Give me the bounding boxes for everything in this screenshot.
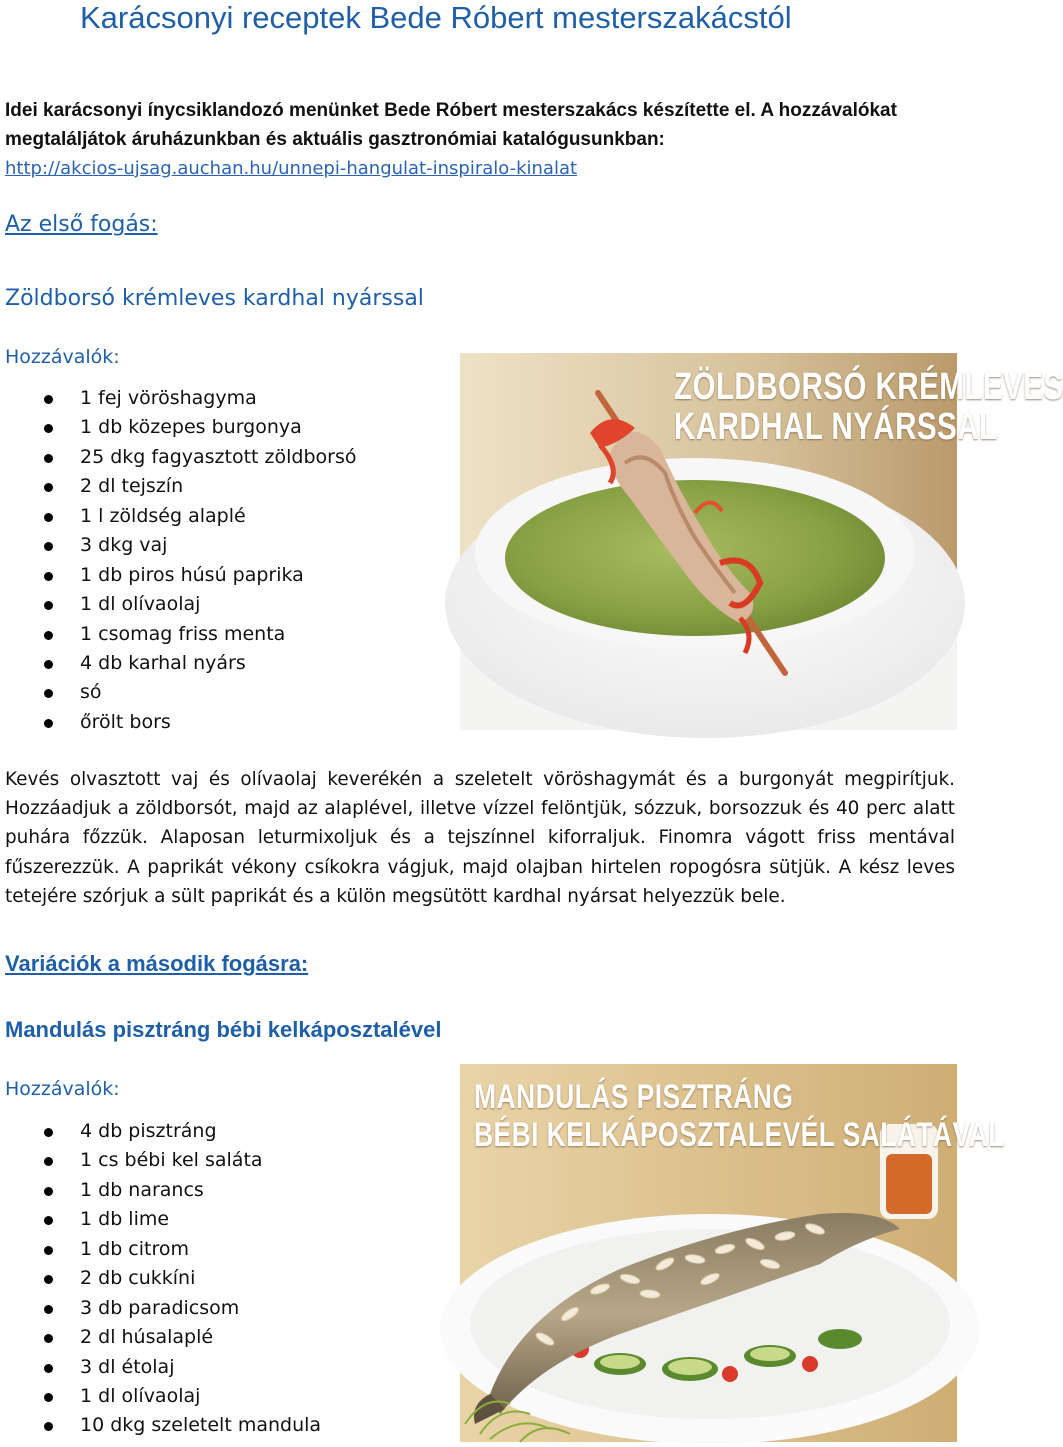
- first-dish-title: Zöldborsó krémleves kardhal nyárssal: [5, 286, 424, 311]
- first-ingredients-list: [0, 384, 357, 737]
- list-item: 1 cs bébi kel saláta: [0, 1146, 321, 1175]
- list-item: 1 csomag friss menta: [0, 620, 357, 649]
- list-item: 2 dl húsalaplé: [0, 1323, 321, 1352]
- intro-text: Idei karácsonyi ínycsiklandozó menünket Bede Róbert mesterszakács készítette el. A hozzávalókat megtaláljátok áruházunkban és aktuális gasztronómiai katalógusunkban:: [5, 100, 897, 150]
- bullet-icon: [44, 395, 53, 404]
- bullet-icon: [44, 1393, 53, 1402]
- bullet-icon: [44, 1246, 53, 1255]
- list-item: 2 db cukkíni: [0, 1264, 321, 1293]
- bullet-icon: [44, 483, 53, 492]
- bullet-icon: [44, 660, 53, 669]
- first-course-method: Kevés olvasztott vaj és olívaolaj keverékén a szeletelt vöröshagymát és a burgonyát megpirítjuk. Hozzáadjuk a zöldborsót, majd az alaplével, illetve vízzel felöntjük, sózzuk, borsozzuk és 40 perc alatt puhára főzzük. Alaposan leturmixoljuk és a tejszínnel kiforraljuk. Finomra vágott friss mentával fűszerezzük. A paprikát vékony csíkokra vágjuk, majd olajban hirtelen ropogósra sütjük. A kész leves tetejére szórjuk a sült paprikát és a külön megsütött kardhal nyársat helyezzük bele.: [5, 769, 955, 907]
- list-item: 1 db közepes burgonya: [0, 413, 357, 442]
- list-item: 1 db narancs: [0, 1176, 321, 1205]
- bullet-icon: [44, 631, 53, 640]
- second-ingredients-list: [0, 1117, 321, 1441]
- bullet-icon: [44, 513, 53, 522]
- bullet-icon: [44, 454, 53, 463]
- bullet-icon: [44, 601, 53, 610]
- bullet-icon: [44, 1334, 53, 1343]
- list-item: 10 dkg szeletelt mandula: [0, 1411, 321, 1440]
- bullet-icon: [44, 1128, 53, 1137]
- list-item: 1 l zöldség alaplé: [0, 502, 357, 531]
- bullet-icon: [44, 1216, 53, 1225]
- bullet-icon: [44, 1187, 53, 1196]
- trout-photo-caption: MANDULÁS PISZTRÁNG BÉBI KELKÁPOSZTALEVÉL SALÁTÁVAL: [474, 1078, 1005, 1154]
- trout-photo: [460, 1064, 1005, 1442]
- first-ingredients-label: Hozzávalók:: [5, 346, 120, 368]
- list-item: 3 db paradicsom: [0, 1294, 321, 1323]
- list-item: 1 db citrom: [0, 1235, 321, 1264]
- list-item: 4 db pisztráng: [0, 1117, 321, 1146]
- soup-photo-caption: ZÖLDBORSÓ KRÉMLEVES KARDHAL NYÁRSSAL: [674, 366, 1063, 448]
- list-item: 1 fej vöröshagyma: [0, 384, 357, 413]
- list-item: 1 dl olívaolaj: [0, 590, 357, 619]
- bullet-icon: [44, 1157, 53, 1166]
- bullet-icon: [44, 689, 53, 698]
- bullet-icon: [44, 542, 53, 551]
- second-course-heading: Variációk a második fogásra:: [5, 951, 309, 976]
- list-item: 3 dl étolaj: [0, 1353, 321, 1382]
- list-item: 25 dkg fagyasztott zöldborsó: [0, 443, 357, 472]
- second-dish-title: Mandulás pisztráng bébi kelkáposztalével: [5, 1017, 442, 1042]
- list-item: 4 db karhal nyárs: [0, 649, 357, 678]
- second-ingredients-label: Hozzávalók:: [5, 1078, 120, 1100]
- list-item: 3 dkg vaj: [0, 531, 357, 560]
- bullet-icon: [44, 572, 53, 581]
- page-title: Karácsonyi receptek Bede Róbert mesterszakácstól: [80, 0, 792, 35]
- bullet-icon: [44, 719, 53, 728]
- bullet-icon: [44, 1364, 53, 1373]
- bullet-icon: [44, 1422, 53, 1431]
- list-item: só: [0, 678, 357, 707]
- bullet-icon: [44, 1305, 53, 1314]
- soup-photo: [460, 353, 1063, 730]
- bullet-icon: [44, 1275, 53, 1284]
- intro-paragraph: [5, 96, 960, 183]
- list-item: 2 dl tejszín: [0, 472, 357, 501]
- list-item: 1 dl olívaolaj: [0, 1382, 321, 1411]
- list-item: őrölt bors: [0, 708, 357, 737]
- list-item: 1 db piros húsú paprika: [0, 561, 357, 590]
- bullet-icon: [44, 424, 53, 433]
- list-item: 1 db lime: [0, 1205, 321, 1234]
- catalog-link[interactable]: http://akcios-ujsag.auchan.hu/unnepi-hangulat-inspiralo-kinalat: [5, 158, 578, 179]
- first-course-heading: Az első fogás:: [5, 212, 158, 237]
